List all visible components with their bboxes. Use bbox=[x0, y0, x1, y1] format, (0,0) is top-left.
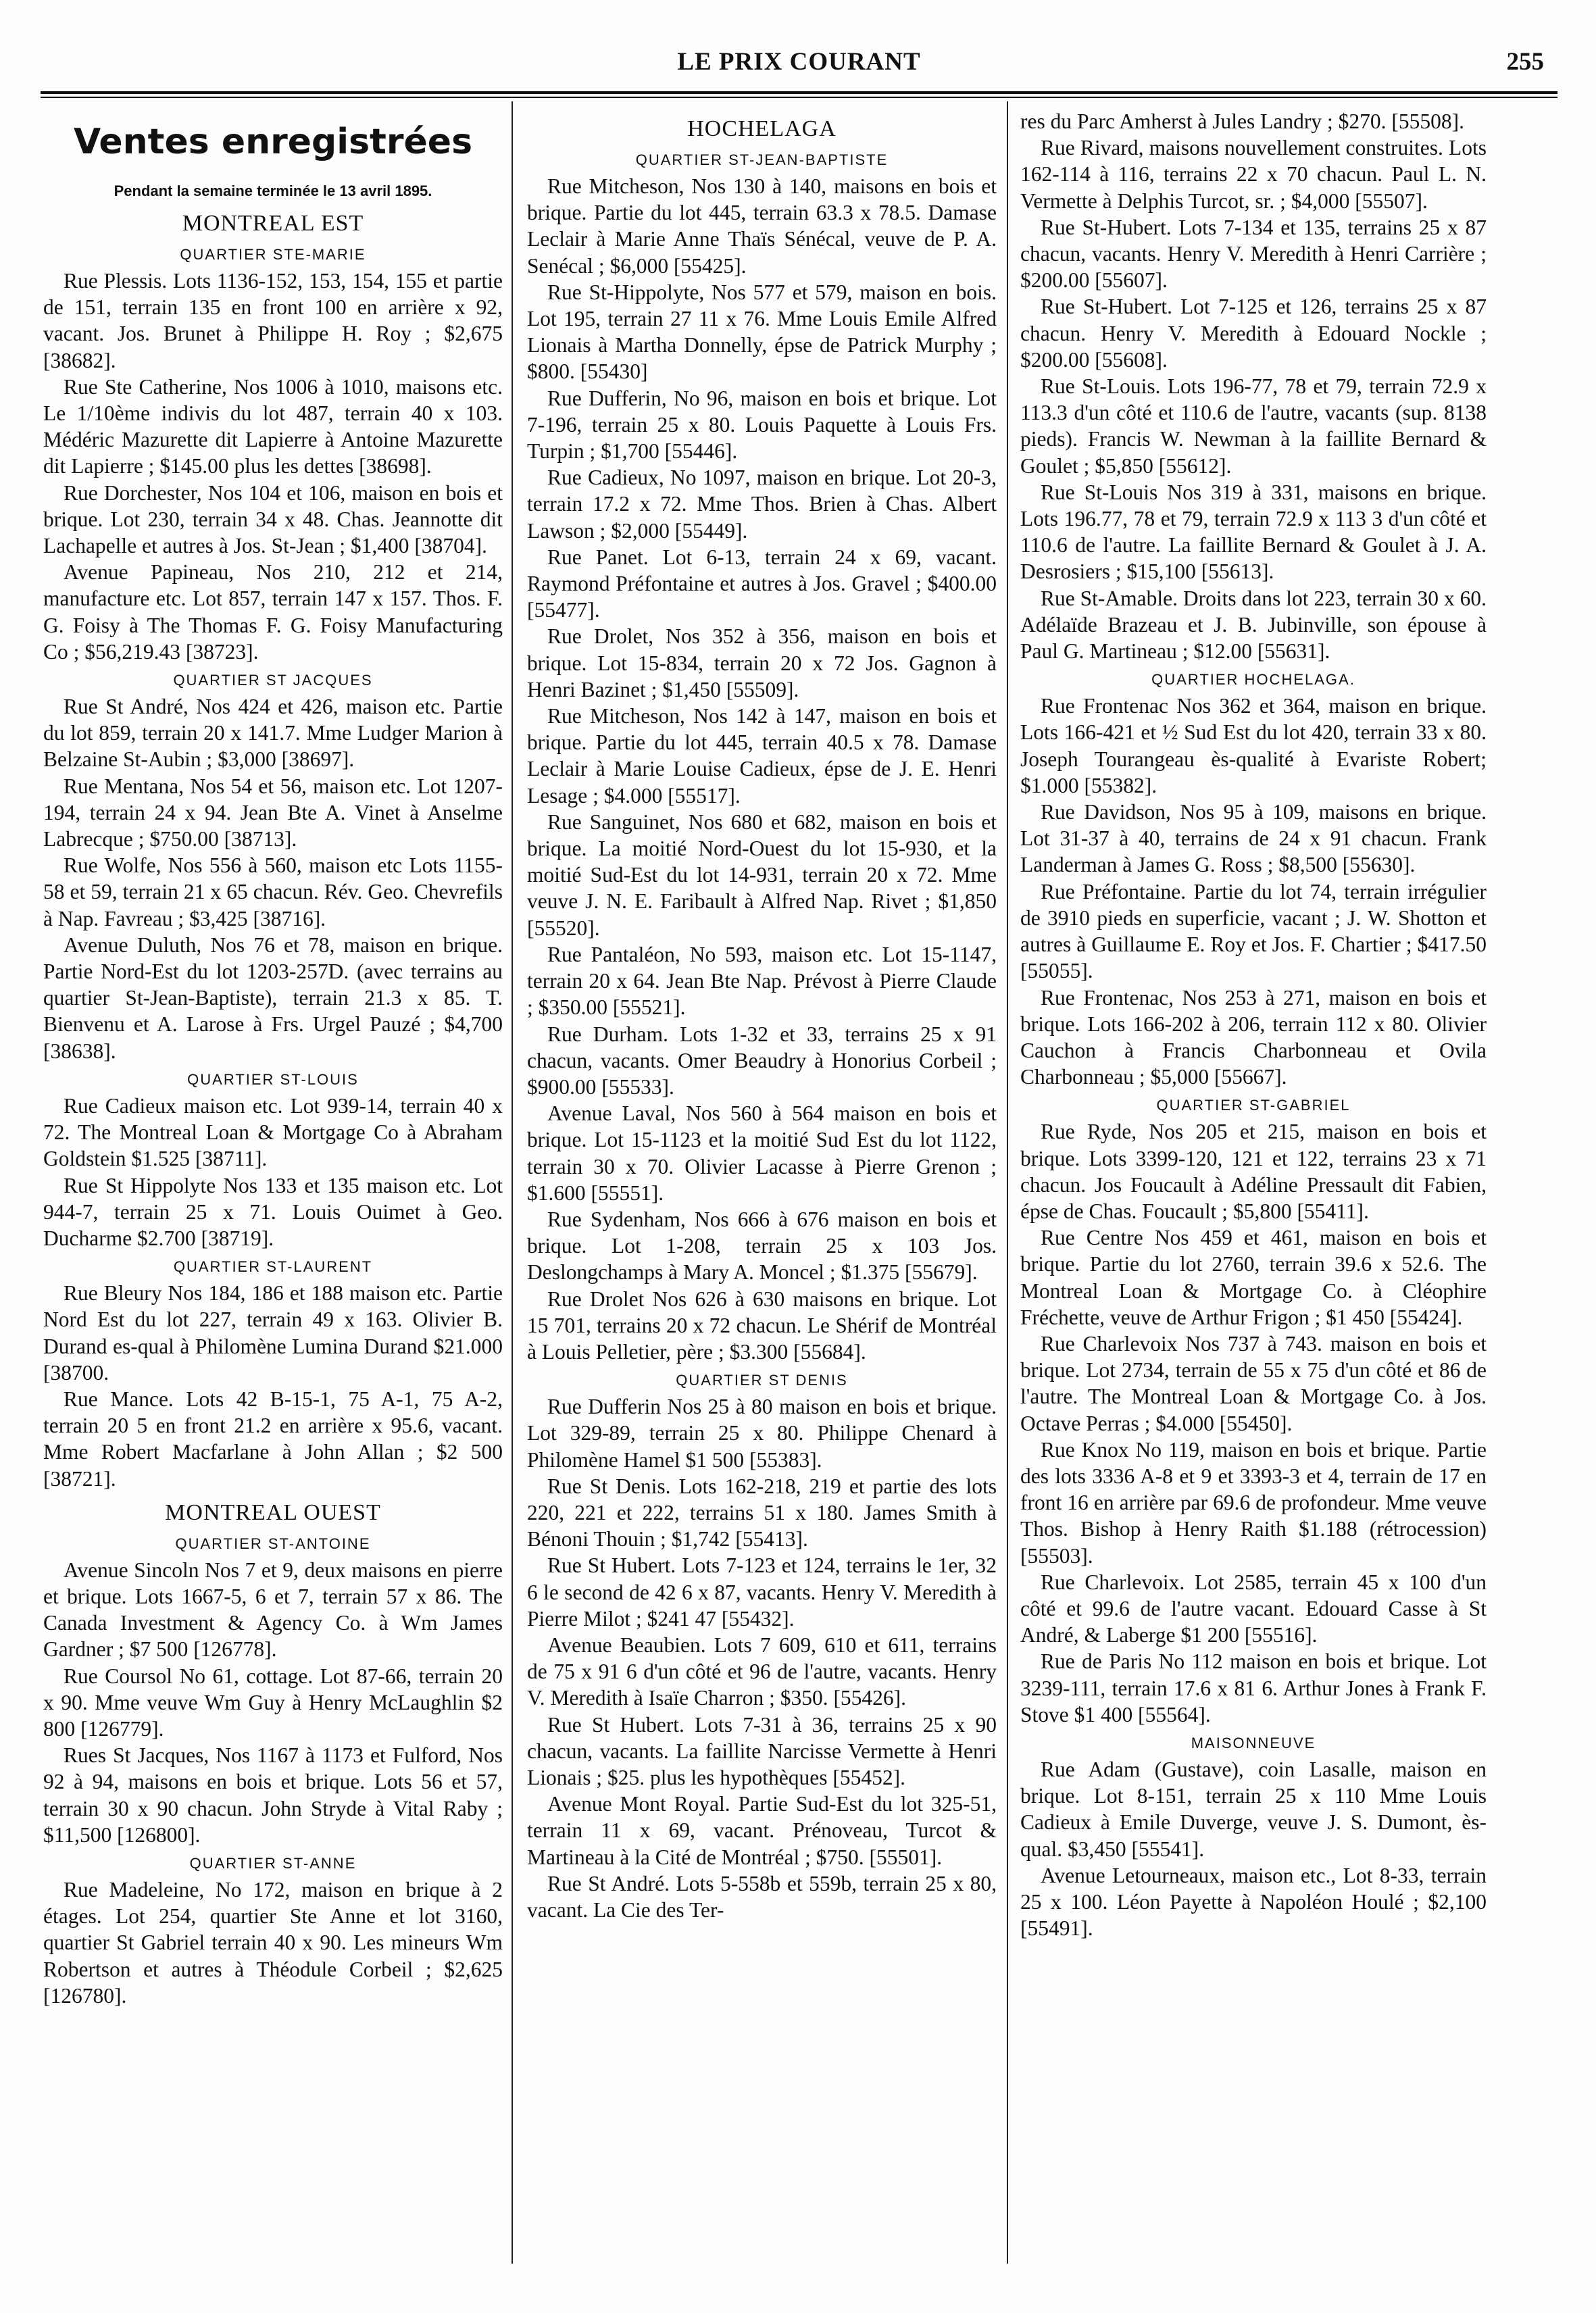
sale-entry: Rue Pantaléon, No 593, maison etc. Lot 15-1147, terrain 20 x 64. Jean Bte Nap. Prévost à Pierre Claude ; $350.00 [55521]. bbox=[527, 942, 997, 1020]
running-title: LE PRIX COURANT bbox=[677, 48, 921, 76]
sale-entry: Rue Charlevoix. Lot 2585, terrain 45 x 100 d'un côté et 99.6 de l'autre vacant. Edouard Casse à St André, & Laberge $1 200 [55516]. bbox=[1020, 1570, 1487, 1647]
quarter-heading: QUARTIER ST-LAURENT bbox=[173, 1258, 373, 1276]
sale-entry: Rue Sydenham, Nos 666 à 676 maison en bois et brique. Lot 1-208, terrain 25 x 103 Jos. Deslongchamps à Mary A. Moncel ; $1.375 [55679]. bbox=[527, 1207, 997, 1285]
sale-entry: Rue Knox No 119, maison en bois et brique. Partie des lots 3336 A-8 et 9 et 3393-3 et 4, terrain de 17 en front 16 en arrière par 69.6 de profondeur. Mme veuve Thos. Bishop à Henry Raith $1.188 (rétrocession) [55503]. bbox=[1020, 1437, 1487, 1568]
district-heading: MONTREAL OUEST bbox=[165, 1499, 381, 1525]
sale-entry: Rue Panet. Lot 6-13, terrain 24 x 69, vacant. Raymond Préfontaine et autres à Jos. Gravel ; $400.00 [55477]. bbox=[527, 545, 997, 622]
sale-entry: Rue Drolet, Nos 352 à 356, maison en bois et brique. Lot 15-834, terrain 20 x 72 Jos. Gagnon à Henri Bazinet ; $1,450 [55509]. bbox=[527, 624, 997, 701]
section-intro: Pendant la semaine terminée le 13 avril 1895. bbox=[114, 182, 432, 199]
sale-entry: Rue Sanguinet, Nos 680 et 682, maison en bois et brique. La moitié Nord-Ouest du lot 15-930, et la moitié Sud-Est du lot 14-931, terrain 20 x 72. Mme veuve J. N. E. Faribault à Alfred Nap. Rivet ; $1,850 [55520]. bbox=[527, 810, 997, 940]
sale-entry: Rue de Paris No 112 maison en bois et brique. Lot 3239-111, terrain 17.6 x 81 6. Arthur Jones à Frank F. Stove $1 400 [55564]. bbox=[1020, 1649, 1487, 1726]
sale-entry: Rue Madeleine, No 172, maison en brique à 2 étages. Lot 254, quartier Ste Anne et lot 3160, quartier St Gabriel terrain 40 x 90. Les mineurs Wm Robertson et autres à Théodule Corbeil ; $2,625 [126780]. bbox=[43, 1877, 503, 2008]
sale-entry: Rue Charlevoix Nos 737 à 743. maison en bois et brique. Lot 2734, terrain de 55 x 75 d'un côté et 86 de l'autre. The Montreal Loan & Mortgage Co. à Jos. Octave Perras ; $4.000 [55450]. bbox=[1020, 1331, 1487, 1435]
sale-entry: Rue Centre Nos 459 et 461, maison en bois et brique. Partie du lot 2760, terrain 39.6 x 52.6. The Montreal Loan & Mortgage Co. à Cléophire Fréchette, veuve de Arthur Frigon ; $1 450 [55424]. bbox=[1020, 1226, 1487, 1329]
sale-entry: Rue Dufferin, No 96, maison en bois et brique. Lot 7-196, terrain 25 x 80. Louis Paquette à Louis Frs. Turpin ; $1,700 [55446]. bbox=[527, 386, 997, 464]
quarter-heading: QUARTIER STE-MARIE bbox=[180, 246, 366, 263]
sale-entry: Rue Adam (Gustave), coin Lasalle, maison en brique. Lot 8-151, terrain 25 x 110 Mme Louis Cadieux à Emile Duverge, veuve J. S. Dumont, ès-qual. $3,450 [55541]. bbox=[1020, 1757, 1487, 1861]
sale-entry: Rue Dufferin Nos 25 à 80 maison en bois et brique. Lot 329-89, terrain 25 x 80. Philippe Chenard à Philomène Hamel $1 500 [55383]. bbox=[527, 1395, 997, 1472]
header-rule bbox=[41, 91, 1557, 94]
sale-entry: Rue Ryde, Nos 205 et 215, maison en bois et brique. Lots 3399-120, 121 et 122, terrains 23 x 71 chacun. Jos Foucault à Adéline Pressault dit Fabien, épse de Chas. Foucault ; $5,800 [55411]. bbox=[1020, 1120, 1487, 1223]
sale-entry: Rue Ste Catherine, Nos 1006 à 1010, maisons etc. Le 1/10ème indivis du lot 487, terrain 40 x 103. Médéric Mazurette dit Lapierre à Antoine Mazurette dit Lapierre ; $145.00 plus les dettes [38698]. bbox=[43, 374, 503, 478]
quarter-heading: QUARTIER ST DENIS bbox=[676, 1372, 848, 1389]
sale-entry: Rue St-Amable. Droits dans lot 223, terrain 30 x 60. Adélaïde Brazeau et J. B. Jubinville, son épouse à Paul G. Martineau ; $12.00 [55631]. bbox=[1020, 586, 1487, 664]
sale-entry: Avenue Sincoln Nos 7 et 9, deux maisons en pierre et brique. Lots 1667-5, 6 et 7, terrain 57 x 86. The Canada Investment & Agency Co. à Wm James Gardner ; $7 500 [126778]. bbox=[43, 1558, 503, 1662]
quarter-heading: MAISONNEUVE bbox=[1191, 1734, 1316, 1751]
sale-entry: Rue Mentana, Nos 54 et 56, maison etc. Lot 1207-194, terrain 24 x 94. Jean Bte A. Vinet à Anselme Labrecque ; $750.00 [38713]. bbox=[43, 774, 503, 851]
sale-entry: Avenue Laval, Nos 560 à 564 maison en bois et brique. Lot 15-1123 et la moitié Sud Est du lot 1122, terrain 30 x 70. Olivier Lacasse à Pierre Grenon ; $1.600 [55551]. bbox=[527, 1101, 997, 1205]
sale-entry: Rue Davidson, Nos 95 à 109, maisons en brique. Lot 31-37 à 40, terrains de 24 x 91 chacun. Frank Landerman à James G. Ross ; $8,500 [55630]. bbox=[1020, 800, 1487, 877]
sale-entry: Rue Rivard, maisons nouvellement construites. Lots 162-114 à 116, terrains 22 x 70 chacun. Paul L. N. Vermette à Delphis Turcot, sr. ; $4,000 [55507]. bbox=[1020, 136, 1487, 213]
sale-entry: Rue Cadieux maison etc. Lot 939-14, terrain 40 x 72. The Montreal Loan & Mortgage Co à Abraham Goldstein $1.525 [38711]. bbox=[43, 1093, 503, 1171]
quarter-heading: QUARTIER ST-LOUIS bbox=[187, 1070, 359, 1088]
sale-entry: Rue Frontenac Nos 362 et 364, maison en brique. Lots 166-421 et ½ Sud Est du lot 420, terrain 33 x 80. Joseph Tourangeau ès-qualité à Evariste Robert; $1.000 [55382]. bbox=[1020, 694, 1487, 797]
sale-entry: Rue Durham. Lots 1-32 et 33, terrains 25 x 91 chacun, vacants. Omer Beaudry à Honorius Corbeil ; $900.00 [55533]. bbox=[527, 1022, 997, 1099]
sale-entry: Rue St André, Nos 424 et 426, maison etc. Partie du lot 859, terrain 20 x 141.7. Mme Ludger Marion à Belzaine St-Aubin ; $3,000 [38697]. bbox=[43, 695, 503, 772]
sale-entry: Avenue Duluth, Nos 76 et 78, maison en brique. Partie Nord-Est du lot 1203-257D. (avec terrains au quartier St-Jean-Baptiste), terrain 21.3 x 85. T. Bienvenu et A. Larose à Frs. Urgel Pauzé ; $4,700 [38638]. bbox=[43, 932, 503, 1063]
column-separator bbox=[1007, 101, 1008, 2264]
sale-entry: Rue Dorchester, Nos 104 et 106, maison en bois et brique. Lot 230, terrain 34 x 48. Chas. Jeannotte dit Lachapelle et autres à Jos. St-Jean ; $1,400 [38704]. bbox=[43, 480, 503, 558]
sale-entry: Rue Mitcheson, Nos 130 à 140, maisons en bois et brique. Partie du lot 445, terrain 63.3 x 78.5. Damase Leclair à Marie Anne Thaïs Sénécal, veuve de P. A. Senécal ; $6,000 [55425]. bbox=[527, 174, 997, 278]
sale-entry: Rue Cadieux, No 1097, maison en brique. Lot 20-3, terrain 17.2 x 72. Mme Thos. Brien à Chas. Albert Lawson ; $2,000 [55449]. bbox=[527, 466, 997, 543]
column-2 bbox=[527, 108, 997, 2277]
quarter-heading: QUARTIER HOCHELAGA. bbox=[1151, 671, 1355, 689]
sale-entry: Rue Mance. Lots 42 B-15-1, 75 A-1, 75 A-2, terrain 20 5 en front 21.2 en arrière x 95.6, vacant. Mme Robert Macfarlane à John Allan ; $2 500 [38721]. bbox=[43, 1387, 503, 1491]
quarter-heading: QUARTIER ST-GABRIEL bbox=[1156, 1097, 1351, 1114]
sale-entry: Rue St Hubert. Lots 7-31 à 36, terrains 25 x 90 chacun, vacants. La faillite Narcisse Vermette à Henri Lionais ; $25. plus les hypothèques [55452]. bbox=[527, 1712, 997, 1789]
quarter-heading: QUARTIER ST-JEAN-BAPTISTE bbox=[635, 151, 889, 168]
sale-entry-continued: res du Parc Amherst à Jules Landry ; $270. [55508]. bbox=[1020, 109, 1464, 133]
sale-entry: Rue St André. Lots 5-558b et 559b, terrain 25 x 80, vacant. La Cie des Ter- bbox=[527, 1871, 997, 1922]
column-separator bbox=[512, 101, 513, 2264]
column-1 bbox=[43, 108, 503, 2277]
sale-entry: Avenue Letourneaux, maison etc., Lot 8-33, terrain 25 x 100. Léon Payette à Napoléon Houlé ; $2,100 [55491]. bbox=[1020, 1863, 1487, 1941]
sale-entry: Rue Plessis. Lots 1136-152, 153, 154, 155 et partie de 151, terrain 135 en front 100 en arrière x 92, vacant. Jos. Brunet à Philippe H. Roy ; $2,675 [38682]. bbox=[43, 269, 503, 372]
column-2-blocks bbox=[527, 114, 997, 1923]
sale-entry: Rue Frontenac, Nos 253 à 271, maison en bois et brique. Lots 166-202 à 206, terrain 112 x 80. Olivier Cauchon à Francis Charbonneau et Ovila Charbonneau ; $5,000 [55667]. bbox=[1020, 985, 1487, 1089]
sale-entry: Rue Wolfe, Nos 556 à 560, maison etc Lots 1155-58 et 59, terrain 21 x 65 chacun. Rév. Geo. Chevrefils à Nap. Favreau ; $3,425 [38716]. bbox=[43, 853, 503, 930]
sale-entry: Rue St-Hubert. Lots 7-134 et 135, terrains 25 x 87 chacun, vacants. Henry V. Meredith à Henri Carrière ; $200.00 [55607]. bbox=[1020, 215, 1487, 293]
page-number: 255 bbox=[1506, 48, 1544, 76]
sale-entry: Rue St Hippolyte Nos 133 et 135 maison etc. Lot 944-7, terrain 25 x 71. Louis Ouimet à Geo. Ducharme $2.700 [38719]. bbox=[43, 1173, 503, 1250]
sale-entry: Rue St Hubert. Lots 7-123 et 124, terrains le 1er, 32 6 le second de 42 6 x 87, vacants. Henry V. Meredith à Pierre Milot ; $241 47 [55432]. bbox=[527, 1553, 997, 1631]
quarter-heading: QUARTIER ST-ANTOINE bbox=[175, 1535, 371, 1552]
sale-entry: Rue Préfontaine. Partie du lot 74, terrain irrégulier de 3910 pieds en superficie, vacant ; J. W. Shotton et autres à Guillaume E. Roy et Jos. F. Chartier ; $417.50 [55055]. bbox=[1020, 879, 1487, 983]
sale-entry: Rue St-Louis Nos 319 à 331, maisons en brique. Lots 196.77, 78 et 79, terrain 72.9 x 113 3 d'un côté et 110.6 de l'autre. La faillite Bernard & Goulet à J. A. Desrosiers ; $15,100 [55613]. bbox=[1020, 480, 1487, 584]
sale-entry: Rue St-Hubert. Lot 7-125 et 126, terrains 25 x 87 chacun. Henry V. Meredith à Edouard Nockle ; $200.00 [55608]. bbox=[1020, 295, 1487, 372]
sale-entry: Rue Mitcheson, Nos 142 à 147, maison en bois et brique. Partie du lot 445, terrain 40.5 x 78. Damase Leclair à Marie Louise Cadieux, épse de J. E. Henri Lesage ; $4.000 [55517]. bbox=[527, 704, 997, 807]
column-3 bbox=[1020, 108, 1487, 2277]
sale-entry: Rue Coursol No 61, cottage. Lot 87-66, terrain 20 x 90. Mme veuve Wm Guy à Henry McLaughlin $2 800 [126779]. bbox=[43, 1664, 503, 1741]
quarter-heading: QUARTIER ST JACQUES bbox=[173, 672, 373, 689]
header-rule-thin bbox=[41, 97, 1557, 98]
sale-entry: Rue St Denis. Lots 162-218, 219 et partie des lots 220, 221 et 222, terrains 51 x 180. James Smith à Bénoni Thouin ; $1,742 [55413]. bbox=[527, 1474, 997, 1551]
quarter-heading: QUARTIER ST-ANNE bbox=[189, 1854, 357, 1872]
column-1-blocks bbox=[43, 208, 503, 2009]
column-3-blocks bbox=[1020, 108, 1487, 1941]
sale-entry: Rue Drolet Nos 626 à 630 maisons en brique. Lot 15 701, terrains 20 x 72 chacun. Le Shérif de Montréal à Louis Pelletier, père ; $3.300 [55684]. bbox=[527, 1287, 997, 1364]
sale-entry: Rue Bleury Nos 184, 186 et 188 maison etc. Partie Nord Est du lot 227, terrain 49 x 163. Olivier B. Durand es-qual à Philomène Lumina Durand $21.000 [38700. bbox=[43, 1281, 503, 1385]
sale-entry: Rue St-Louis. Lots 196-77, 78 et 79, terrain 72.9 x 113.3 d'un côté et 110.6 de l'autre, vacants (sup. 8138 pieds). Francis W. Newman à la faillite Bernard & Goulet ; $5,850 [55612]. bbox=[1020, 374, 1487, 478]
section-heading: Ventes enregistrées bbox=[73, 122, 473, 162]
sale-entry: Avenue Mont Royal. Partie Sud-Est du lot 325-51, terrain 11 x 69, vacant. Prénoveau, Turcot & Martineau à la Cité de Montréal ; $750. [55501]. bbox=[527, 1792, 997, 1869]
district-heading: HOCHELAGA bbox=[687, 116, 837, 141]
page-header bbox=[41, 41, 1557, 81]
sale-entry: Avenue Papineau, Nos 210, 212 et 214, manufacture etc. Lot 857, terrain 147 x 157. Thos. F. G. Foisy à The Thomas F. G. Foisy Manufacturing Co ; $56,219.43 [38723]. bbox=[43, 560, 503, 664]
district-heading: MONTREAL EST bbox=[182, 211, 364, 236]
sale-entry: Rues St Jacques, Nos 1167 à 1173 et Fulford, Nos 92 à 94, maisons en bois et brique. Lots 56 et 57, terrain 30 x 90 chacun. John Stryde à Vital Raby ; $11,500 [126800]. bbox=[43, 1743, 503, 1847]
sale-entry: Avenue Beaubien. Lots 7 609, 610 et 611, terrains de 75 x 91 6 d'un côté et 96 de l'autre, vacants. Henry V. Meredith à Isaïe Charron ; $350. [55426]. bbox=[527, 1633, 997, 1710]
sale-entry: Rue St-Hippolyte, Nos 577 et 579, maison en bois. Lot 195, terrain 27 11 x 76. Mme Louis Emile Alfred Lionais à Martha Donnelly, épse de Patrick Murphy ; $800. [55430] bbox=[527, 280, 997, 384]
